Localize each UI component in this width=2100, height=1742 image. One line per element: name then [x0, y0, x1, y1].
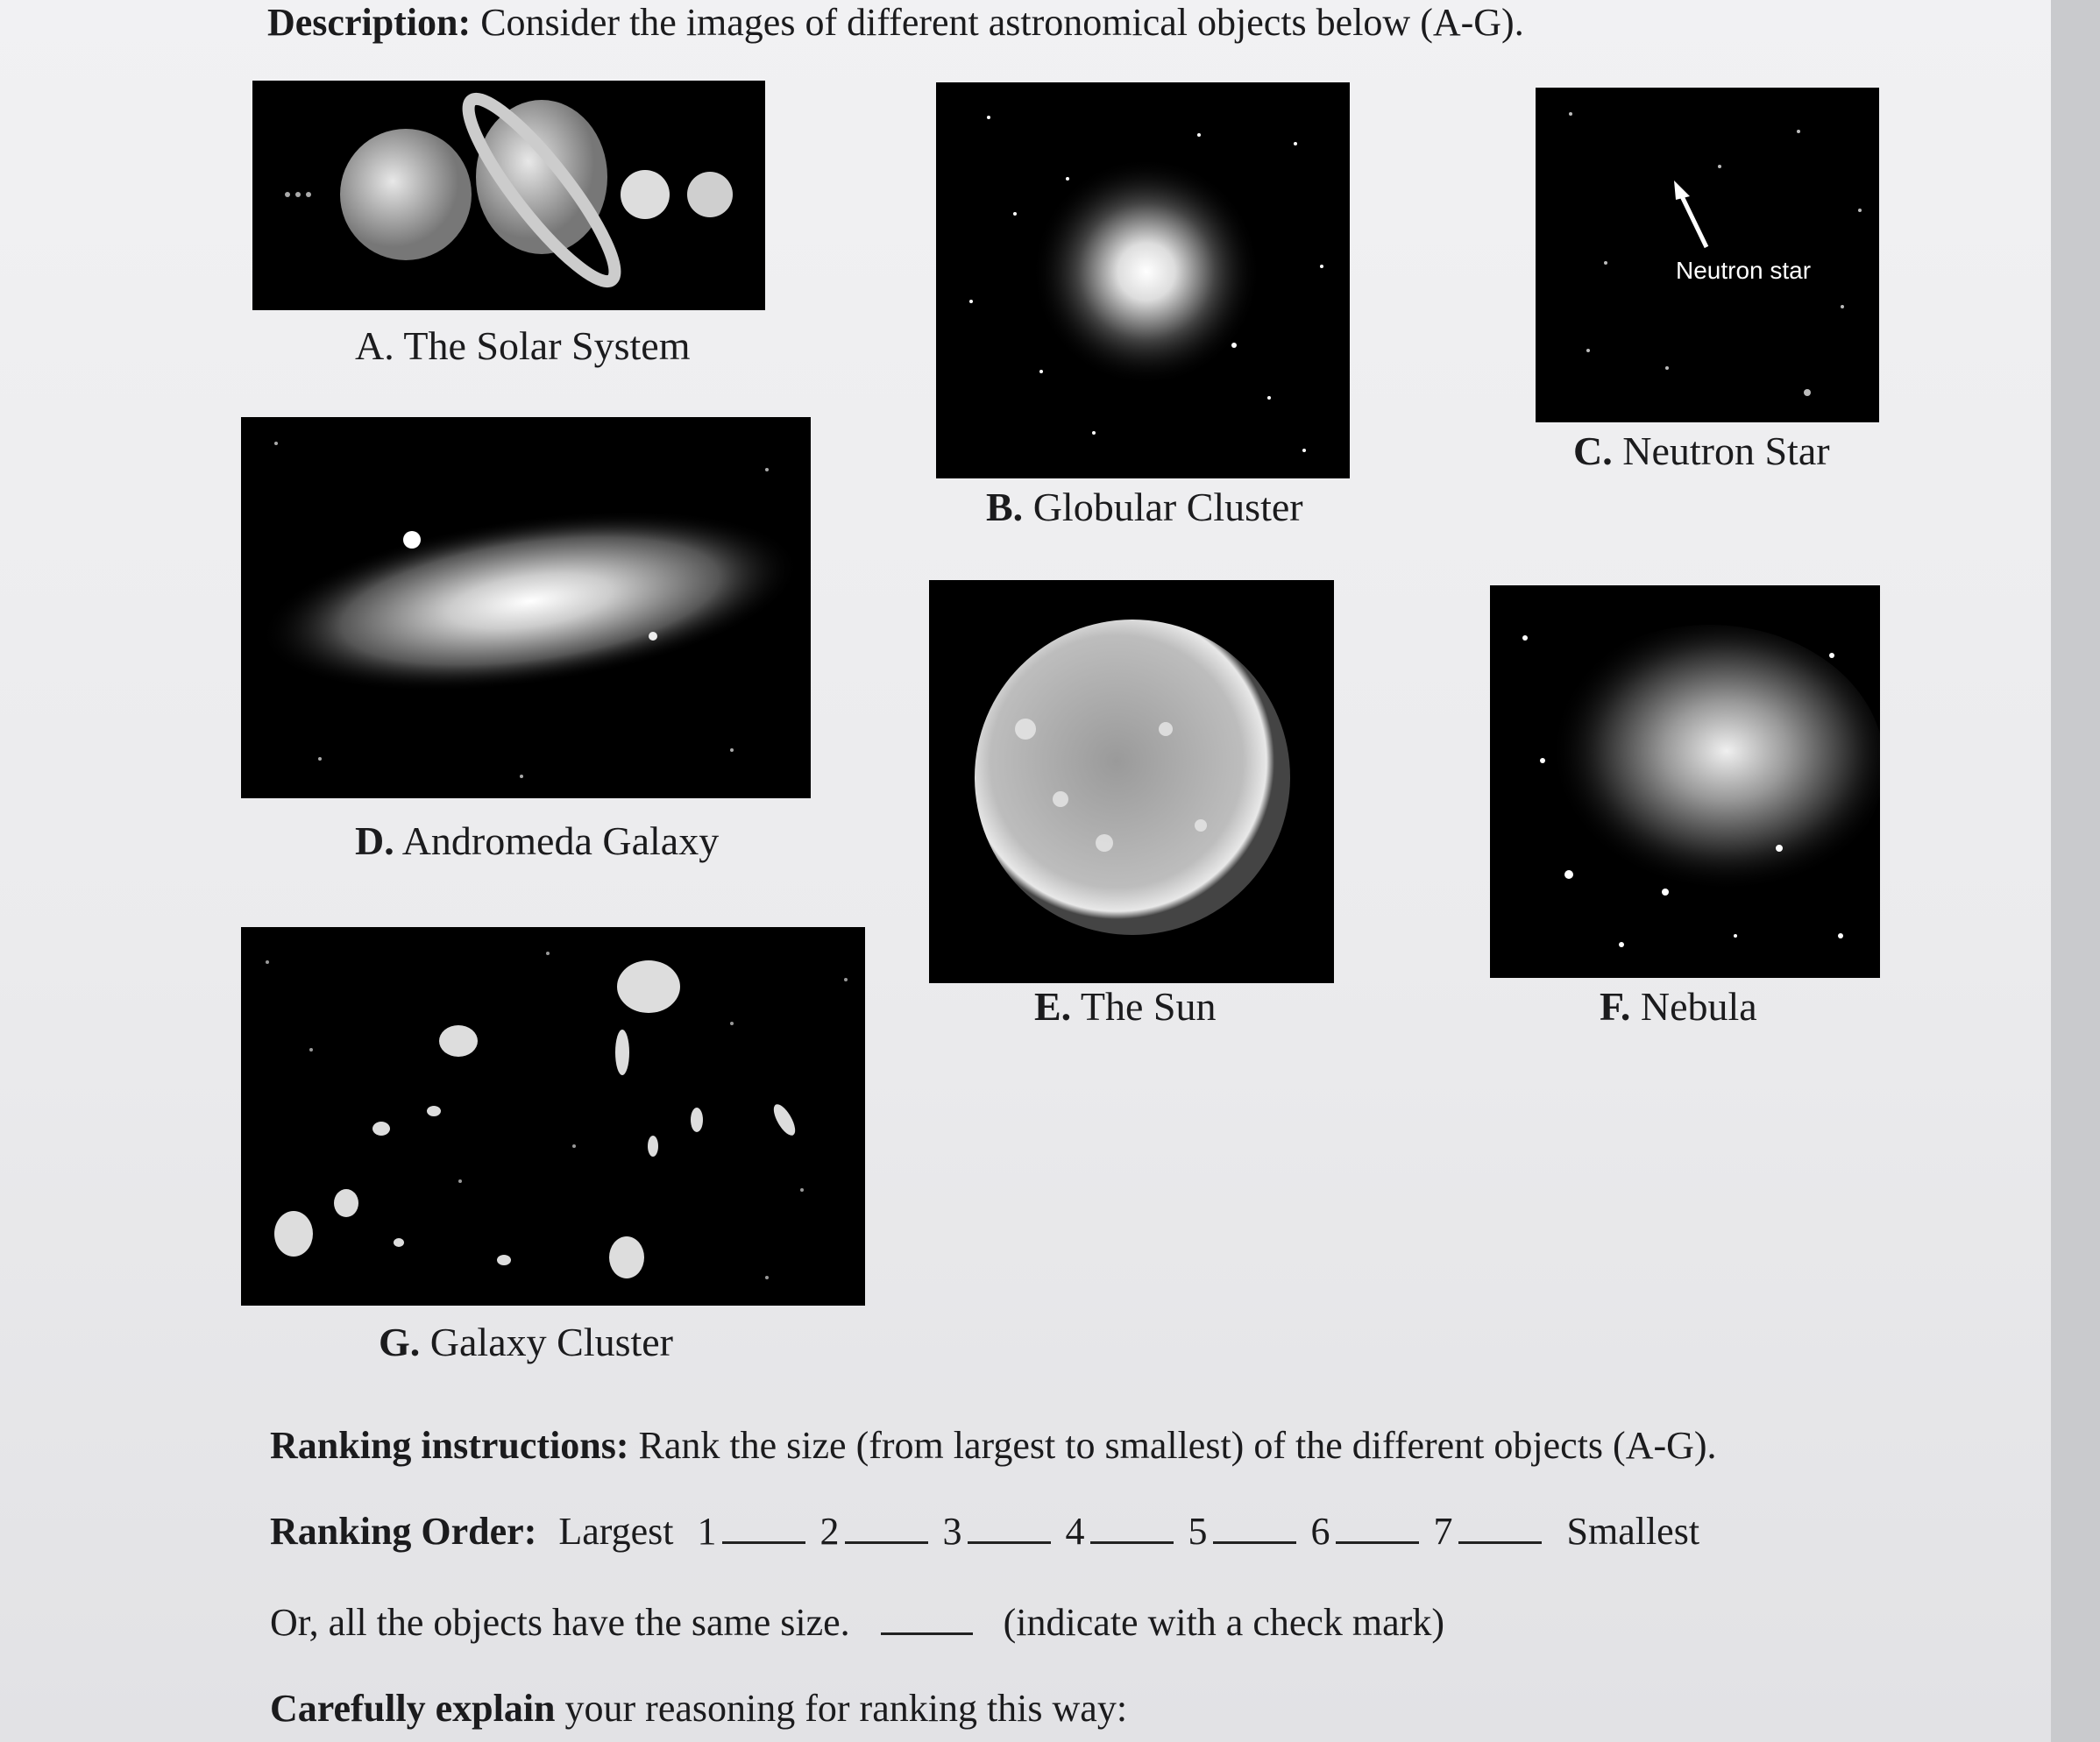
rank-blank-5[interactable] — [1213, 1512, 1296, 1544]
same-size-check-blank[interactable] — [881, 1603, 973, 1635]
image-nebula — [1490, 585, 1880, 978]
image-neutron-star — [1536, 88, 1879, 422]
ranking-order-row: Ranking Order: Largest 1 2 3 4 5 6 7 Smallest — [270, 1510, 1700, 1553]
caption-f: F. Nebula — [1600, 984, 1757, 1029]
same-size-line: Or, all the objects have the same size. (indicate with a check mark) — [270, 1601, 1444, 1644]
caption-a: A. The Solar System — [355, 323, 691, 368]
rank-blank-1[interactable] — [722, 1512, 805, 1544]
description-line — [267, 0, 1524, 45]
caption-b: B. Globular Cluster — [986, 485, 1303, 529]
neutron-star-annotation: Neutron star — [1676, 257, 1812, 284]
rank-blank-2[interactable] — [845, 1512, 928, 1544]
image-globular-cluster — [936, 82, 1350, 478]
rank-blank-6[interactable] — [1336, 1512, 1419, 1544]
caption-g: G. Galaxy Cluster — [379, 1320, 673, 1364]
description-text: Consider the images of different astronomical objects below (A-G). — [480, 1, 1524, 44]
description-label: Description: — [267, 1, 472, 44]
image-galaxy-cluster — [241, 927, 865, 1306]
caption-c: C. Neutron Star — [1573, 428, 1830, 473]
caption-e: E. The Sun — [1034, 984, 1217, 1029]
image-the-sun — [929, 580, 1334, 983]
caption-d: D. Andromeda Galaxy — [355, 818, 720, 863]
page-edge — [2051, 0, 2100, 1742]
image-solar-system — [252, 81, 765, 310]
image-andromeda-galaxy — [241, 417, 811, 798]
rank-blank-4[interactable] — [1090, 1512, 1174, 1544]
explain-line: Carefully explain your reasoning for ranking this way: — [270, 1687, 1128, 1730]
rank-blank-7[interactable] — [1458, 1512, 1542, 1544]
ranking-instructions: Ranking instructions: Rank the size (from largest to smallest) of the different objects (A-G). — [270, 1424, 1717, 1467]
rank-blank-3[interactable] — [968, 1512, 1051, 1544]
